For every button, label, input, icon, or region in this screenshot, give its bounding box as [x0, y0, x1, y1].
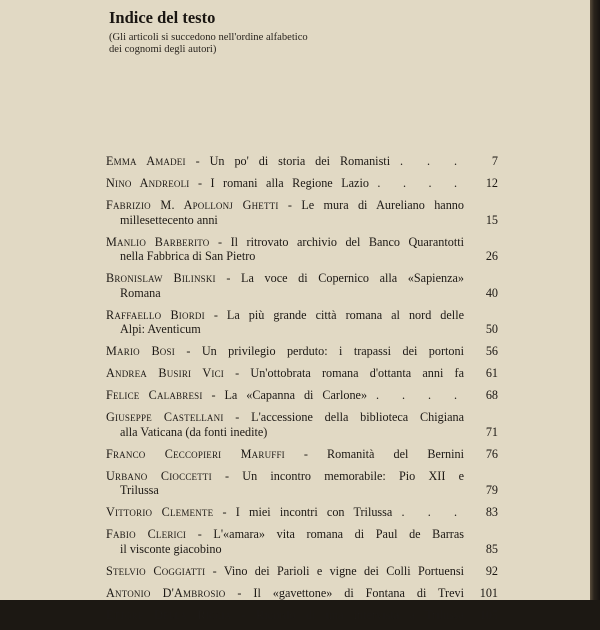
index-entry: Giuseppe Castellani - L'accessione della biblioteca Chigiana alla Vaticana (da fonti inedite) 71 — [106, 410, 498, 439]
leader-dots: . . . . — [377, 176, 465, 190]
entry-author: Fabio Clerici — [106, 527, 187, 541]
page-edge-shadow — [590, 0, 600, 600]
entry-page: 68 — [485, 388, 498, 402]
entry-author: Nino Andreoli — [106, 176, 190, 190]
entry-page: 92 — [485, 563, 498, 578]
entry-page: 26 — [485, 249, 498, 263]
entry-page: 79 — [485, 483, 498, 497]
entry-title-continued: Trilussa — [120, 483, 159, 497]
subtitle-line: (Gli articoli si succedono nell'ordine alfabetico — [109, 32, 308, 43]
entry-author: Emma Amadei — [106, 154, 186, 168]
entry-author: Fabrizio M. Apollonj Ghetti — [106, 198, 279, 212]
page-title: Indice del testo — [109, 8, 216, 27]
leader-dots: . . . — [401, 505, 465, 519]
index-entry: Ettore Della Riccia - Ricordo di una intervista a Trilussa 105 — [106, 607, 498, 622]
entry-author: Stelvio Coggiatti — [106, 563, 206, 578]
entry-author: Raffaello Biordi — [106, 307, 205, 322]
entry-title: Ricordo di una intervista a Trilussa — [256, 607, 465, 622]
index-entry: Manlio Barberito - Il ritrovato archivio del Banco Quarantotti nella Fabbrica di San Pietro 26 — [106, 234, 498, 263]
entry-page: 12 — [485, 176, 498, 190]
index-entry: Fabio Clerici - L'«amara» vita romana di Paul de Barras il visconte giacobino 85 — [106, 527, 498, 556]
entry-author: Felice Calabresi — [106, 388, 203, 402]
leader-dots: . . . — [400, 154, 465, 168]
entry-page: 76 — [485, 446, 498, 461]
entry-title-continued: millesettecento anni — [120, 212, 218, 227]
entry-title: I miei incontri con Trilussa — [235, 505, 393, 519]
entry-title-continued: nella Fabbrica di San Pietro — [120, 249, 256, 263]
entry-title: Il «gavettone» di Fontana di Trevi — [253, 585, 464, 600]
index-entry: Urbano Cioccetti - Un incontro memorabile: Pio XII e Trilussa 79 — [106, 468, 498, 497]
index-entry: Mario Bosi - Un privilegio perduto: i trapassi dei portoni 56 — [106, 344, 498, 358]
entry-page: 56 — [485, 344, 498, 358]
entry-author: Vittorio Clemente — [106, 505, 214, 519]
index-entry: Emma Amadei - Un po' di storia dei Romanisti . . . 7 — [106, 154, 498, 168]
index-entry: Felice Calabresi - La «Capanna di Carlone» . . . . 68 — [106, 388, 498, 402]
index-entry: Franco Ceccopieri Maruffi - Romanità del Bernini 76 — [106, 446, 498, 461]
entry-author: Bronislaw Bilinski — [106, 271, 216, 285]
entry-page: 40 — [485, 285, 498, 300]
entry-page: 50 — [485, 322, 498, 336]
index-entry: Antonio D'Ambrosio - Il «gavettone» di Fontana di Trevi 101 — [106, 585, 498, 600]
entry-title-continued: Romana — [120, 285, 161, 300]
index-entry: Fabrizio M. Apollonj Ghetti - Le mura di Aureliano hanno millesettecento anni 15 — [106, 198, 498, 227]
entry-title: Un po' di storia dei Romanisti — [209, 154, 391, 168]
entry-author: Franco Ceccopieri Maruffi — [106, 446, 285, 461]
index-entry: Stelvio Coggiatti - Vino dei Parioli e vigne dei Colli Portuensi 92 — [106, 563, 498, 578]
entry-title: La più grande città romana al nord delle — [226, 307, 464, 322]
entry-title: La «Capanna di Carlone» — [224, 388, 368, 402]
entry-page: 85 — [485, 541, 498, 556]
entry-title: Vino dei Parioli e vigne dei Colli Portuensi — [223, 563, 464, 578]
entry-title-continued: alla Vaticana (da fonti inedite) — [120, 424, 268, 439]
index-entry: Nino Andreoli - I romani alla Regione Lazio . . . . 12 — [106, 176, 498, 190]
entry-page: 7 — [491, 154, 498, 168]
index-entry: Vittorio Clemente - I miei incontri con Trilussa . . . 83 — [106, 505, 498, 519]
entry-author: Mario Bosi — [106, 344, 175, 358]
entry-title: Un incontro memorabile: Pio XII e — [242, 468, 464, 483]
entry-author: Manlio Barberito — [106, 234, 210, 249]
entry-author: Antonio D'Ambrosio — [106, 585, 226, 600]
entry-title: Il ritrovato archivio del Banco Quarantotti — [230, 234, 465, 249]
entry-title: La voce di Copernico alla «Sapienza» — [241, 271, 464, 285]
entry-page: 61 — [485, 366, 498, 380]
entry-author: Urbano Cioccetti — [106, 468, 212, 483]
leader-dots: . . . . — [376, 388, 465, 402]
subtitle-note — [109, 32, 308, 56]
entry-page: 101 — [479, 585, 498, 600]
entry-title-continued: il visconte giacobino — [120, 541, 222, 556]
entry-title: Le mura di Aureliano hanno — [301, 198, 464, 212]
entry-title: Un privilegio perduto: i trapassi dei portoni — [201, 344, 465, 358]
entry-page: 83 — [485, 505, 498, 519]
entry-page: 15 — [485, 212, 498, 227]
subtitle-line: dei cognomi degli autori) — [109, 44, 217, 55]
entry-title: L'accessione della biblioteca Chigiana — [251, 410, 464, 424]
entry-title: Romanità del Bernini — [327, 446, 464, 461]
index-entry: Raffaello Biordi - La più grande città romana al nord delle Alpi: Aventicum 50 — [106, 307, 498, 336]
entry-title: I romani alla Regione Lazio — [210, 176, 369, 190]
entry-page: 105 — [479, 607, 498, 622]
entry-title: L'«amara» vita romana di Paul de Barras — [213, 527, 464, 541]
index-entry: Andrea Busiri Vici - Un'ottobrata romana d'ottanta anni fa 61 — [106, 366, 498, 380]
index-list — [106, 154, 498, 630]
entry-author: Ettore Della Riccia — [106, 607, 232, 622]
entry-page: 71 — [485, 424, 498, 439]
index-entry: Bronislaw Bilinski - La voce di Copernico alla «Sapienza» Romana 40 — [106, 271, 498, 300]
entry-title: Un'ottobrata romana d'ottanta anni fa — [250, 366, 464, 380]
entry-author: Giuseppe Castellani — [106, 410, 224, 424]
entry-title-continued: Alpi: Aventicum — [120, 322, 201, 336]
entry-author: Andrea Busiri Vici — [106, 366, 224, 380]
